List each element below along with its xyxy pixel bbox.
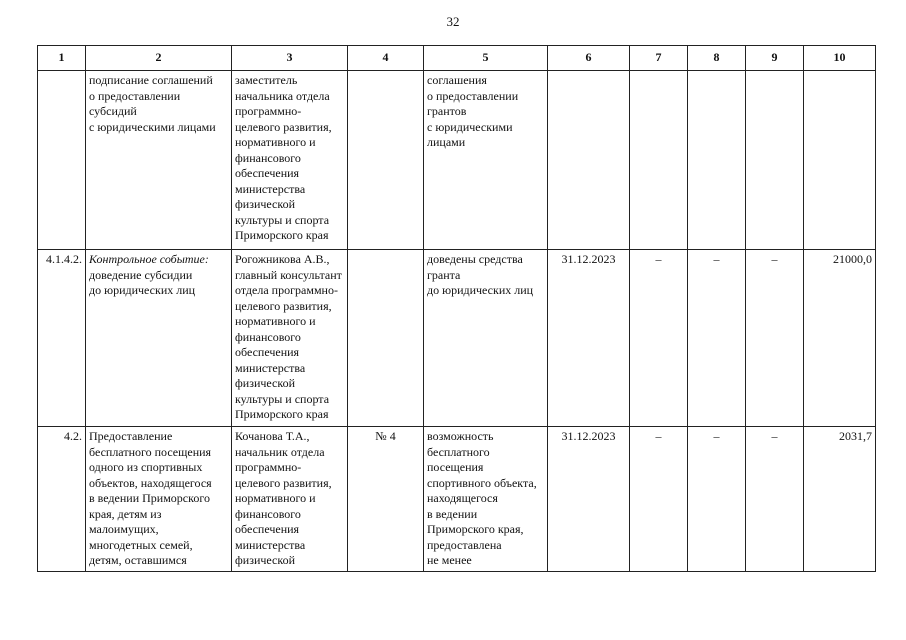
col9-cell: – bbox=[746, 250, 804, 427]
column-header-6: 6 bbox=[548, 46, 630, 71]
col9-cell: – bbox=[746, 427, 804, 572]
col8-cell: – bbox=[688, 250, 746, 427]
event-name-cell bbox=[86, 250, 232, 427]
item-number-cell bbox=[38, 71, 86, 250]
indicator-cell bbox=[348, 250, 424, 427]
deadline-cell: 31.12.2023 bbox=[548, 250, 630, 427]
header-row bbox=[38, 46, 876, 71]
event-type-label: Контрольное событие: bbox=[89, 252, 209, 266]
event-name-cell bbox=[86, 427, 232, 572]
amount-cell: 2031,7 bbox=[804, 427, 876, 572]
responsible-cell: Кочанова Т.А., начальник отдела программно- целевого развития, нормативного и финансового обеспечения министерства физической bbox=[232, 427, 348, 572]
column-header-3: 3 bbox=[232, 46, 348, 71]
event-name-text: подписание соглашений о предоставлении субсидий с юридическими лицами bbox=[89, 73, 216, 134]
amount-cell: 21000,0 bbox=[804, 250, 876, 427]
deadline-cell: 31.12.2023 bbox=[548, 427, 630, 572]
col9-cell bbox=[746, 71, 804, 250]
table-row bbox=[38, 71, 876, 250]
event-name-cell bbox=[86, 71, 232, 250]
indicator-cell bbox=[348, 71, 424, 250]
result-cell: доведены средства гранта до юридических лиц bbox=[424, 250, 548, 427]
col8-cell: – bbox=[688, 427, 746, 572]
column-header-5: 5 bbox=[424, 46, 548, 71]
column-header-10: 10 bbox=[804, 46, 876, 71]
page-number: 32 bbox=[446, 14, 460, 29]
col7-cell: – bbox=[630, 427, 688, 572]
col7-cell: – bbox=[630, 250, 688, 427]
column-header-8: 8 bbox=[688, 46, 746, 71]
column-header-4: 4 bbox=[348, 46, 424, 71]
result-cell: возможность бесплатного посещения спортивного объекта, находящегося в ведении Приморского края, предоставлена не менее bbox=[424, 427, 548, 572]
responsible-cell: заместитель начальника отдела программно- целевого развития, нормативного и финансового обеспечения министерства физической культуры и спорта Приморского края bbox=[232, 71, 348, 250]
table-row bbox=[38, 427, 876, 572]
event-name-text: доведение субсидии до юридических лиц bbox=[89, 267, 196, 297]
item-number-cell: 4.1.4.2. bbox=[38, 250, 86, 427]
result-cell: соглашения о предоставлении грантов с юридическими лицами bbox=[424, 71, 548, 250]
column-header-2: 2 bbox=[86, 46, 232, 71]
event-name-text: Предоставление бесплатного посещения одного из спортивных объектов, находящегося в ведении Приморского края, детям из малоимущих, многодетных семей, детям, оставшимся bbox=[89, 429, 212, 567]
indicator-cell: № 4 bbox=[348, 427, 424, 572]
table-row bbox=[38, 250, 876, 427]
item-number-cell: 4.2. bbox=[38, 427, 86, 572]
column-header-9: 9 bbox=[746, 46, 804, 71]
column-header-1: 1 bbox=[38, 46, 86, 71]
deadline-cell bbox=[548, 71, 630, 250]
col7-cell bbox=[630, 71, 688, 250]
col8-cell bbox=[688, 71, 746, 250]
column-header-7: 7 bbox=[630, 46, 688, 71]
plan-table bbox=[37, 45, 876, 572]
amount-cell bbox=[804, 71, 876, 250]
responsible-cell: Рогожникова А.В., главный консультант отдела программно- целевого развития, нормативного и финансового обеспечения министерства физической культуры и спорта Приморского края bbox=[232, 250, 348, 427]
